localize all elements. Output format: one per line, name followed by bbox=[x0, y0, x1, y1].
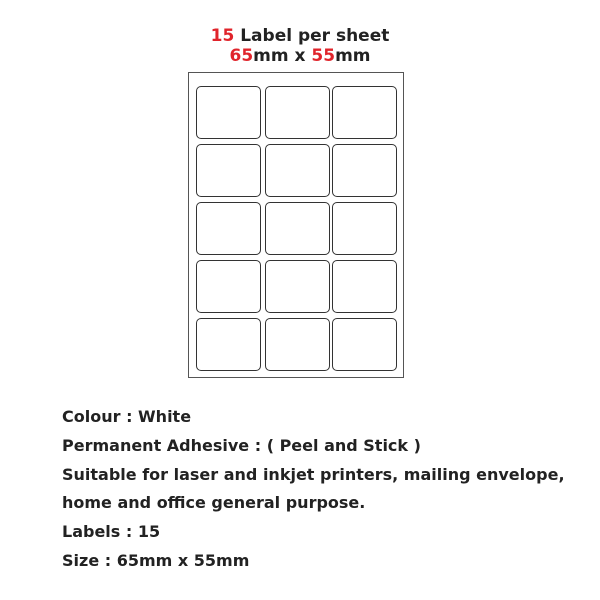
label-cell bbox=[265, 260, 330, 313]
label-cell bbox=[265, 318, 330, 371]
label-cell bbox=[265, 202, 330, 255]
label-count: 15 bbox=[210, 26, 235, 46]
label-cell bbox=[332, 202, 397, 255]
spec-line: Labels : 15 bbox=[62, 522, 161, 542]
spec-line: Colour : White bbox=[62, 407, 192, 426]
size-sep: mm x bbox=[253, 46, 312, 66]
label-cell bbox=[196, 202, 261, 255]
heading-labels-per-sheet bbox=[0, 26, 600, 46]
label-cell bbox=[265, 86, 330, 139]
spec-line: home and office general purpose. bbox=[62, 493, 366, 513]
heading-text: Label per sheet bbox=[234, 26, 390, 46]
label-cell bbox=[332, 318, 397, 371]
spec-line: Size : 65mm x 55mm bbox=[62, 551, 250, 570]
label-cell bbox=[265, 144, 330, 197]
label-cell bbox=[332, 144, 397, 197]
label-cell bbox=[332, 260, 397, 313]
label-cell bbox=[196, 260, 261, 313]
heading-label-size bbox=[0, 46, 600, 66]
spec-line: Suitable for laser and inkjet printers, mailing envelope, bbox=[62, 464, 565, 484]
size-width: 65 bbox=[229, 46, 254, 66]
label-cell bbox=[196, 318, 261, 371]
label-sheet-diagram bbox=[188, 72, 404, 378]
spec-line: Permanent Adhesive : ( Peel and Stick ) bbox=[62, 435, 421, 455]
label-cell bbox=[196, 86, 261, 139]
label-cell bbox=[196, 144, 261, 197]
size-height: 55 bbox=[311, 46, 336, 66]
size-unit: mm bbox=[335, 46, 371, 66]
label-cell bbox=[332, 86, 397, 139]
